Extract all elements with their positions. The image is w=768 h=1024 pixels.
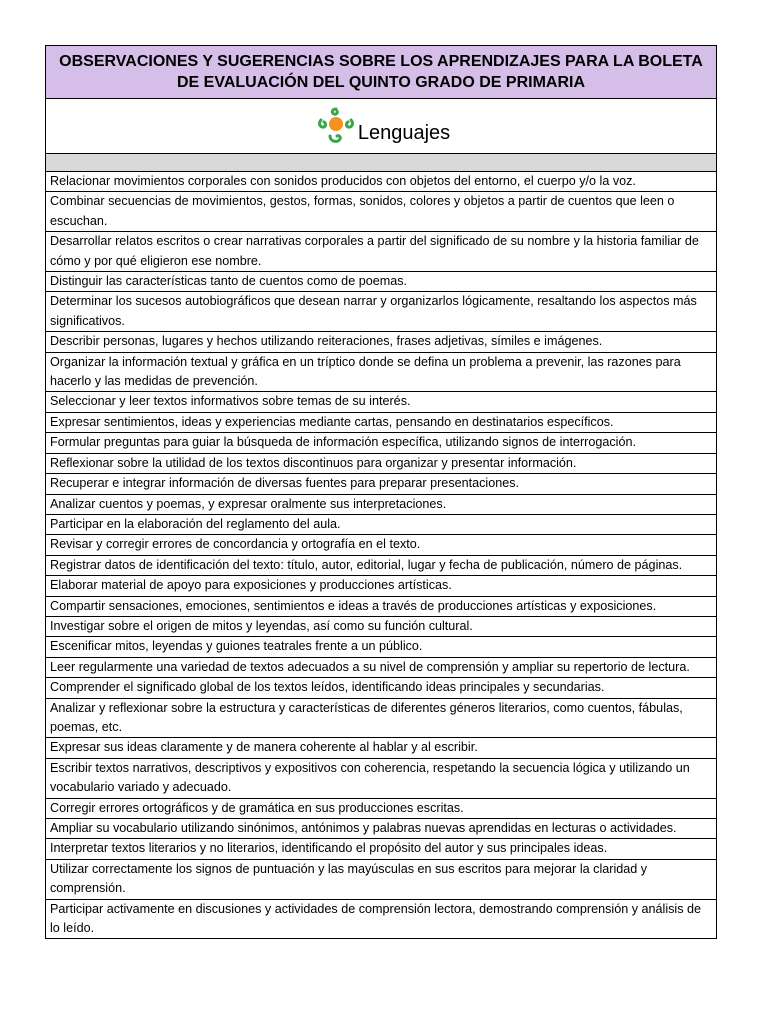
learning-item-row: Formular preguntas para guiar la búsqueda de información específica, utilizando signos de interrogación. [46,433,716,453]
learning-item-row: Utilizar correctamente los signos de puntuación y las mayúsculas en sus escritos para mejorar la claridad y comprensión. [46,860,716,900]
learning-item-row: Escribir textos narrativos, descriptivos y expositivos con coherencia, respetando la secuencia lógica y utilizando un vocabulario variado y adecuado. [46,759,716,799]
learning-item-row: Leer regularmente una variedad de textos adecuados a su nivel de comprensión y ampliar su repertorio de lectura. [46,658,716,678]
learning-items-list [46,172,716,938]
learning-item-row: Corregir errores ortográficos y de gramática en sus producciones escritas. [46,799,716,819]
learning-item-row: Registrar datos de identificación del texto: título, autor, editorial, lugar y fecha de publicación, número de páginas. [46,556,716,576]
learning-item-row: Reflexionar sobre la utilidad de los textos discontinuos para organizar y presentar información. [46,454,716,474]
learning-item-row: Elaborar material de apoyo para exposiciones y producciones artísticas. [46,576,716,596]
learning-item-row: Distinguir las características tanto de cuentos como de poemas. [46,272,716,292]
learning-item-row: Participar activamente en discusiones y actividades de comprensión lectora, demostrando comprensión y análisis de lo leído. [50,901,702,936]
learning-item-row: Expresar sentimientos, ideas y experiencias mediante cartas, pensando en destinatarios específicos. [46,413,716,433]
learning-item-row: Compartir sensaciones, emociones, sentimientos e ideas a través de producciones artísticas y exposiciones. [46,597,716,617]
learning-item-row: Seleccionar y leer textos informativos sobre temas de su interés. [46,392,716,412]
learning-item-row: Revisar y corregir errores de concordancia y ortografía en el texto. [46,535,716,555]
learning-item-row: Interpretar textos literarios y no literarios, identificando el propósito del autor y sus principales ideas. [46,839,716,859]
flower-logo-icon [312,106,360,146]
learning-item-row: Escenificar mitos, leyendas y guiones teatrales frente a un público. [46,637,716,657]
learning-item-row: Analizar cuentos y poemas, y expresar oralmente sus interpretaciones. [46,495,716,515]
learning-item-row: Investigar sobre el origen de mitos y leyendas, así como su función cultural. [46,617,716,637]
learning-item-row: Relacionar movimientos corporales con sonidos producidos con objetos del entorno, el cuerpo y/o la voz. [46,172,716,192]
learning-item-row: Determinar los sucesos autobiográficos que desean narrar y organizarlos lógicamente, resaltando los aspectos más significativos. [46,292,716,332]
learning-item-row: Participar en la elaboración del reglamento del aula. [46,515,716,535]
subject-title: Lenguajes [357,122,451,144]
subject-header [46,99,716,154]
learning-item-row: Combinar secuencias de movimientos, gestos, formas, sonidos, colores y objetos a partir de cuentos que leen o escuchan. [46,192,716,232]
learning-item-row: Comprender el significado global de los textos leídos, identificando ideas principales y secundarias. [46,678,716,698]
evaluation-sheet [45,45,717,939]
document-title: OBSERVACIONES Y SUGERENCIAS SOBRE LOS APRENDIZAJES PARA LA BOLETA DE EVALUACIÓN DEL QUINTO GRADO DE PRIMARIA [46,46,716,99]
learning-item-row: Describir personas, lugares y hechos utilizando reiteraciones, frases adjetivas, símiles e imágenes. [46,332,716,352]
learning-item-row: Recuperar e integrar información de diversas fuentes para preparar presentaciones. [46,474,716,494]
learning-item-row: Analizar y reflexionar sobre la estructura y características de diferentes géneros literarios, como cuentos, fábulas, poemas, etc. [46,699,716,739]
learning-item-row: Desarrollar relatos escritos o crear narrativas corporales a partir del significado de su nombre y la historia familiar de cómo y por qué eligieron ese nombre. [46,232,716,272]
gray-separator [46,154,716,172]
learning-item-row: Ampliar su vocabulario utilizando sinónimos, antónimos y palabras nuevas aprendidas en lecturas o actividades. [46,819,716,839]
learning-item-row: Expresar sus ideas claramente y de manera coherente al hablar y al escribir. [46,738,716,758]
learning-item-row: Organizar la información textual y gráfica en un tríptico donde se defina un problema a prevenir, las razones para hacerlo y las medidas de prevención. [46,353,716,393]
